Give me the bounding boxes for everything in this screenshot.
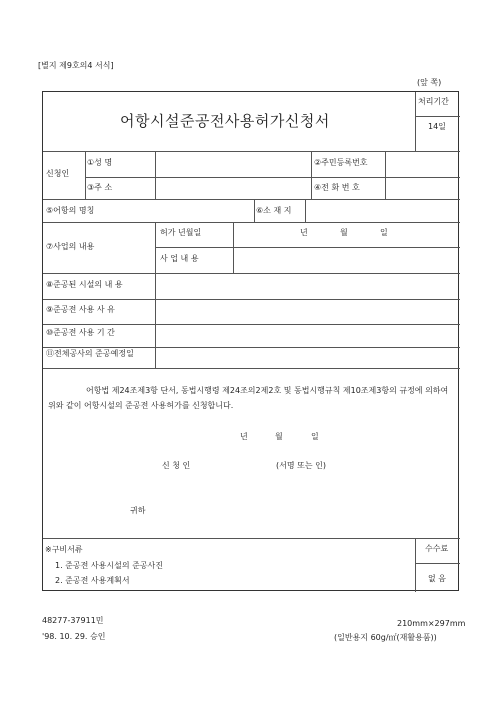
- paper-size: 210mm×297mm: [397, 619, 466, 628]
- processing-period-label: 처리기간: [418, 97, 449, 106]
- use-reason-label: ⑨준공전 사용 사 유: [46, 305, 115, 314]
- divider: [311, 151, 312, 199]
- name-label: ①성 명: [87, 158, 113, 167]
- harbor-name-label: ⑤어항의 명칭: [46, 206, 95, 215]
- permit-date-label: 허가 년월일: [160, 228, 202, 237]
- divider: [43, 368, 460, 369]
- processing-period-value: 14일: [428, 122, 446, 131]
- sign-date-month: 월: [275, 432, 283, 441]
- divider: [43, 538, 460, 539]
- divider: [43, 151, 460, 152]
- addressee-label: 귀하: [130, 506, 146, 515]
- divider: [85, 177, 460, 178]
- applicant-sign-label: 신 청 인: [162, 461, 191, 470]
- permit-date-month: 월: [340, 228, 348, 237]
- required-doc-item: 2. 준공전 사용계획서: [55, 576, 130, 585]
- application-statement: 어항법 제24조제3항 단서, 동법시행령 제24조의2제2호 및 동법시행규칙 제10조제3항의 규정에 의하여 위와 같이 어항시설의 준공전 사용허가를 신청합니다.: [48, 386, 449, 410]
- divider: [254, 199, 255, 222]
- divider: [415, 538, 416, 592]
- divider: [43, 299, 460, 300]
- divider: [385, 151, 386, 199]
- divider: [43, 199, 460, 200]
- divider: [155, 247, 460, 248]
- divider: [43, 273, 460, 274]
- phone-label: ④전 화 번 호: [314, 183, 360, 192]
- required-docs-title: ※구비서류: [45, 545, 83, 554]
- divider: [305, 199, 306, 222]
- side-note: (앞 쪽): [417, 78, 442, 87]
- sign-date-year: 년: [240, 432, 248, 441]
- applicant-group-label: 신청인: [46, 169, 70, 178]
- completed-facility-label: ⑧준공된 시설의 내 용: [46, 280, 123, 289]
- divider: [155, 222, 156, 368]
- divider: [155, 151, 156, 199]
- resident-id-label: ②주민등록번호: [314, 158, 368, 167]
- sign-note: (서명 또는 인): [276, 461, 326, 470]
- permit-date-day: 일: [380, 228, 388, 237]
- fee-value: 없 음: [428, 574, 446, 583]
- divider: [415, 92, 416, 151]
- form-code: 48277-37911민: [42, 616, 104, 625]
- divider: [415, 116, 460, 117]
- address-label: ③주 소: [87, 183, 113, 192]
- use-period-label: ⑩준공전 사용 기 간: [46, 328, 115, 337]
- divider: [43, 347, 460, 348]
- divider: [43, 222, 460, 223]
- project-content-label: 사 업 내 용: [160, 254, 199, 263]
- divider: [85, 151, 86, 199]
- form-title: 어항시설준공전사용허가신청서: [120, 112, 330, 130]
- approval-date: '98. 10. 29. 승인: [42, 632, 106, 641]
- permit-date-year: 년: [300, 228, 308, 237]
- divider: [415, 563, 460, 564]
- form-number: [별지 제9호의4 서식]: [38, 61, 114, 70]
- required-doc-item: 1. 준공전 사용시설의 준공사진: [55, 561, 163, 570]
- divider: [43, 324, 460, 325]
- completion-date-label: ⑪전체공사의 준공예정일: [46, 349, 134, 358]
- paper-spec: (일반용지 60g/㎡(재활용품)): [334, 633, 437, 642]
- fee-label: 수수료: [425, 544, 449, 553]
- sign-date-day: 일: [311, 432, 319, 441]
- divider: [233, 222, 234, 273]
- project-label: ⑦사업의 내용: [46, 242, 95, 251]
- location-label: ⑥소 재 지: [256, 206, 292, 215]
